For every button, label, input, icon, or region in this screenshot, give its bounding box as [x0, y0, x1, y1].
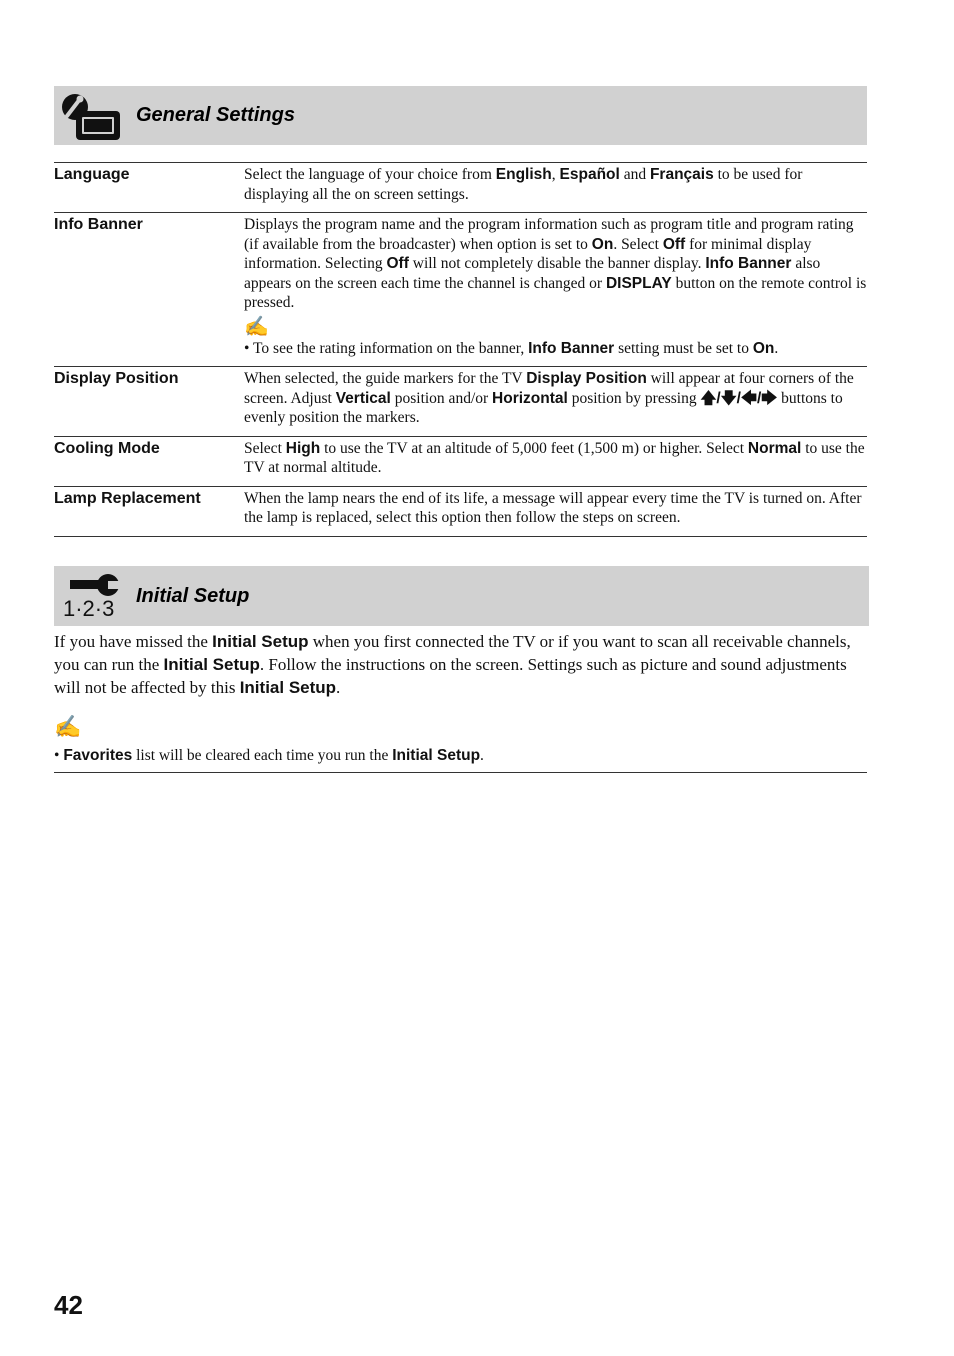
text-run: buttons to evenly position the markers.	[244, 389, 843, 426]
bold-term: Off	[386, 255, 409, 272]
setting-label: Lamp Replacement	[54, 489, 201, 507]
text-run: .	[480, 747, 484, 764]
bold-term: Initial Setup	[212, 632, 309, 651]
text-run: ,	[551, 166, 560, 183]
text-run: When selected, the guide markers for the TV	[244, 370, 527, 387]
bold-term: Horizontal	[492, 389, 568, 407]
text-run: When the lamp nears the end of its life, a message will appear every time the TV is turned on. After the lamp is replaced, select this option then follow the steps on screen.	[244, 489, 862, 526]
bold-term: Favorites	[63, 747, 133, 764]
text-run: when you first connected the TV or if you want to scan all receivable channels, you can run the	[54, 632, 851, 674]
setting-description	[244, 367, 867, 437]
settings-row	[54, 367, 867, 437]
text-run: •	[54, 747, 64, 764]
general-settings-table	[54, 162, 867, 537]
pencil-note-icon: ✍	[54, 714, 82, 739]
text-run: .	[774, 339, 779, 357]
settings-row	[54, 163, 867, 213]
bold-term: High	[285, 439, 321, 457]
bold-term: English	[495, 166, 552, 183]
text-run: button on the remote control is pressed.	[244, 274, 867, 311]
initial-setup-header	[54, 566, 869, 626]
initial-setup-intro	[54, 630, 869, 699]
text-run: Select	[244, 439, 286, 457]
text-run: If you have missed the	[54, 632, 213, 651]
bold-term: Normal	[747, 439, 802, 457]
text-run: will not completely disable the banner display.	[408, 255, 706, 272]
bold-term: Vertical	[335, 389, 391, 407]
bold-term: DISPLAY	[605, 274, 672, 292]
setting-description	[244, 486, 867, 536]
text-run: for minimal display information. Selecting	[244, 235, 812, 272]
setting-label: Cooling Mode	[54, 439, 160, 457]
settings-row	[54, 486, 867, 536]
setting-description	[244, 163, 867, 213]
text-run: setting must be set to	[614, 339, 753, 357]
bold-term: Display Position	[526, 370, 647, 387]
text-run: also appears on the screen each time the channel is changed or	[244, 255, 821, 292]
bold-term: Info Banner	[705, 255, 792, 272]
text-run: position and/or	[390, 389, 493, 407]
settings-row	[54, 436, 867, 486]
wrench-tv-icon	[54, 86, 124, 145]
bold-term: On	[752, 339, 775, 357]
text-run: Select the language of your choice from	[244, 166, 496, 183]
bold-term: Initial Setup	[163, 655, 260, 674]
setting-note	[244, 339, 867, 359]
bold-term: 🡅/🡇/🡄/🡆	[700, 389, 778, 407]
wrench-123-icon	[54, 566, 124, 626]
bold-term: Français	[649, 166, 714, 183]
text-run: list will be cleared each time you run the	[132, 747, 393, 764]
bold-term: Info Banner	[528, 339, 615, 357]
text-run: Displays the program name and the program information such as program title and program rating (if available from the broadcaster) when option is set to	[244, 216, 854, 253]
text-run: and	[619, 166, 650, 183]
setting-description	[244, 213, 867, 367]
text-run: position by pressing	[567, 389, 701, 407]
text-run: .	[336, 678, 341, 697]
text-run: to use the TV at normal altitude.	[244, 439, 865, 476]
icon-text: 1·2·3	[63, 596, 115, 621]
text-run: will appear at four corners of the screen. Adjust	[244, 370, 854, 407]
text-run: to be used for displaying all the on screen settings.	[244, 166, 803, 203]
bold-term: Off	[662, 235, 686, 253]
section-title-initial-setup: Initial Setup	[136, 584, 250, 607]
text-run: . Select	[613, 235, 663, 253]
section-title-general-settings: General Settings	[136, 104, 295, 126]
bold-term: On	[591, 235, 614, 253]
settings-row	[54, 213, 867, 367]
text-run: to use the TV at an altitude of 5,000 feet (1,500 m) or higher. Select	[320, 439, 748, 457]
initial-setup-note	[54, 746, 867, 773]
page-number: 42	[54, 1290, 83, 1320]
setting-description	[244, 436, 867, 486]
setting-label: Language	[54, 166, 130, 183]
text-run: . Follow the instructions on the screen. Settings such as picture and sound adjustments will not be affected by this	[54, 655, 847, 697]
pencil-note-icon: ✍	[244, 315, 269, 338]
bold-term: Initial Setup	[392, 747, 481, 764]
general-settings-header	[54, 86, 867, 145]
text-run: • To see the rating information on the banner,	[244, 339, 529, 357]
bold-term: Español	[559, 166, 620, 183]
setting-label: Display Position	[54, 370, 179, 387]
bold-term: Initial Setup	[239, 678, 337, 697]
setting-label: Info Banner	[54, 216, 143, 233]
